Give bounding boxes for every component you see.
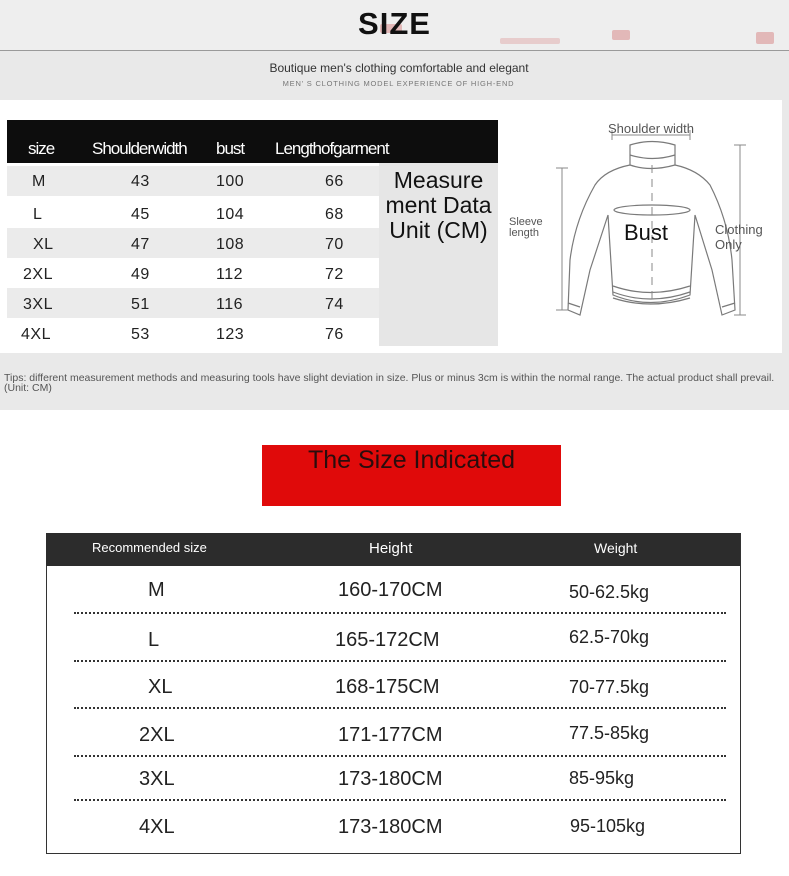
rec-size: 3XL <box>139 768 175 790</box>
cell-length: 66 <box>325 173 344 190</box>
row-divider <box>74 707 726 709</box>
cell-size: 4XL <box>21 326 51 343</box>
collar-outline <box>630 142 675 169</box>
measure-line: Measure <box>393 167 484 193</box>
shoulder-width-label: Shoulder width <box>608 121 694 136</box>
cell-bust: 123 <box>216 326 245 343</box>
bust-label: Bust <box>624 220 669 245</box>
measure-line: ment Data <box>385 192 492 218</box>
size-row-xl <box>7 228 379 258</box>
cell-length: 74 <box>325 296 344 313</box>
cell-size: XL <box>33 236 54 253</box>
cell-shoulder: 47 <box>131 236 150 253</box>
cell-length: 72 <box>325 266 344 283</box>
cell-size: M <box>32 173 46 190</box>
row-divider <box>74 660 726 662</box>
size-row-2xl <box>7 258 379 288</box>
header-height: Height <box>369 540 413 557</box>
header-recommended-size: Recommended size <box>92 540 207 555</box>
tips-text: Tips: different measurement methods and measuring tools have slight deviation in size. Plus or minus 3cm is within the normal range. The actual product shall prevail. (Unit: CM) <box>4 372 775 394</box>
cell-length: 70 <box>325 236 344 253</box>
measurement-unit-label <box>379 168 498 243</box>
rec-weight: 85-95kg <box>569 768 635 788</box>
clothing-label-line: Only <box>715 237 742 252</box>
header-length: Lengthofgarment <box>275 139 389 158</box>
header-size: size <box>28 139 55 158</box>
cell-bust: 104 <box>216 206 245 223</box>
rec-weight: 77.5-85kg <box>569 723 650 743</box>
cell-bust: 112 <box>216 266 244 283</box>
rec-weight: 95-105kg <box>570 816 646 836</box>
rec-weight: 62.5-70kg <box>569 627 650 647</box>
rec-height: 160-170CM <box>338 579 443 601</box>
rec-height: 165-172CM <box>335 629 440 651</box>
rec-height: 168-175CM <box>335 676 440 698</box>
rec-size: M <box>148 579 165 601</box>
cell-bust: 100 <box>216 173 245 190</box>
rec-size: 2XL <box>139 724 175 746</box>
rec-height: 171-177CM <box>338 724 443 746</box>
rec-height: 173-180CM <box>338 816 443 838</box>
subtitle: Boutique men's clothing comfortable and elegant <box>269 61 529 75</box>
cuff-line <box>568 303 580 307</box>
measure-line: Unit (CM) <box>389 217 488 243</box>
size-row-m <box>7 166 379 196</box>
rec-size: 4XL <box>139 816 175 838</box>
cell-shoulder: 53 <box>131 326 150 343</box>
rec-weight: 50-62.5kg <box>569 582 650 602</box>
header-weight: Weight <box>594 540 638 556</box>
cell-shoulder: 45 <box>131 206 150 223</box>
sleeve-label-line: length <box>509 227 539 239</box>
size-row-3xl <box>7 288 379 318</box>
row-divider <box>74 799 726 801</box>
cell-size: L <box>33 206 43 223</box>
row-divider <box>74 612 726 614</box>
rec-weight: 70-77.5kg <box>569 677 650 697</box>
cell-length: 68 <box>325 206 344 223</box>
size-table-header <box>7 120 498 163</box>
cell-bust: 108 <box>216 236 245 253</box>
cell-length: 76 <box>325 326 344 343</box>
sleeve-label-line: Sleeve <box>509 216 543 228</box>
clothing-label-line: Clothing <box>715 222 763 237</box>
rec-size: L <box>148 629 160 651</box>
header-shoulder-width: Shoulderwidth <box>92 139 187 158</box>
row-divider <box>74 755 726 757</box>
cuff-line <box>722 303 735 307</box>
rec-size: XL <box>148 676 173 698</box>
size-row-4xl <box>7 318 379 348</box>
cell-size: 3XL <box>23 296 53 313</box>
sleeve-length-label <box>509 217 543 239</box>
size-row-l <box>7 198 379 228</box>
cell-shoulder: 43 <box>131 173 150 190</box>
page-title: SIZE <box>358 6 431 41</box>
cell-shoulder: 49 <box>131 266 150 283</box>
collar-fold <box>630 155 675 159</box>
clothing-only-label <box>715 222 763 252</box>
header-bust: bust <box>216 139 245 158</box>
cell-shoulder: 51 <box>131 296 150 313</box>
cell-size: 2XL <box>23 266 53 283</box>
rec-height: 173-180CM <box>338 768 443 790</box>
banner-title: The Size Indicated <box>307 446 516 474</box>
subtitle-small: MEN' S CLOTHING MODEL EXPERIENCE OF HIGH-END <box>282 79 515 88</box>
cell-bust: 116 <box>216 296 244 313</box>
